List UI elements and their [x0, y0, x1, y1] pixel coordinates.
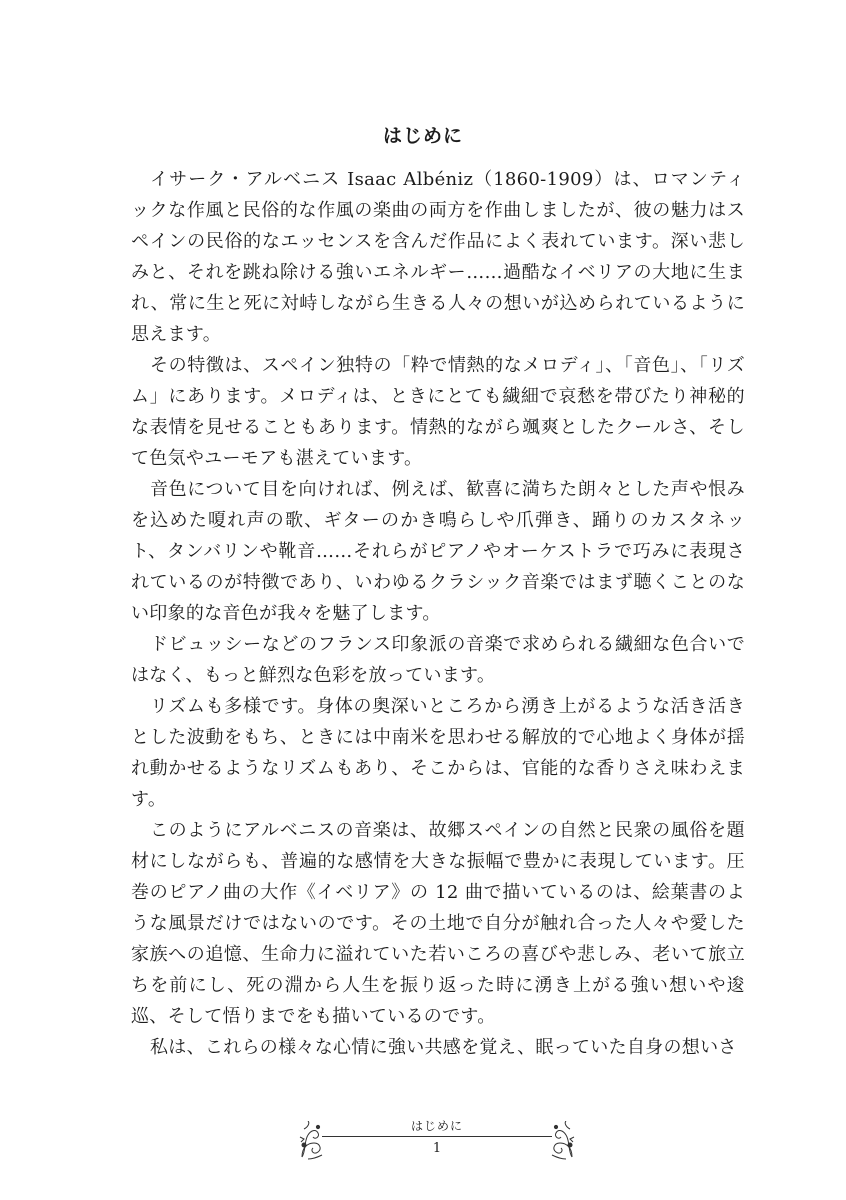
- paragraph: 音色について目を向ければ、例えば、歓喜に満ちた朗々とした声や恨みを込めた嗄れ声の歌、ギターのかき鳴らしや爪弾き、踊りのカスタネット、タンバリンや靴音……それらがピアノやオーケストラで巧みに表現されているのが特徴であり、いわゆるクラシック音楽ではまず聴くことのない印象的な音色が我々を魅了します。: [131, 479, 745, 624]
- body-text: [131, 164, 745, 1063]
- footer-section-label: はじめに: [410, 1119, 463, 1133]
- paragraph: このようにアルベニスの音楽は、故郷スペインの自然と民衆の風俗を題材にしながらも、普遍的な感情を大きな振幅で豊かに表現しています。圧巻のピアノ曲の大作《イベリア》の 12 曲で描いているのは、絵葉書のような風景だけではないのです。その土地で自分が触れ合った人々や愛した家族への追憶、生命力に溢れていた若いころの喜びや悲しみ、老いて旅立ちを前にし、死の淵から人生を振り返った時に湧き上がる強い想いや逡巡、そして悟りまでをも描いているのです。: [131, 820, 745, 1027]
- paragraph: ドビュッシーなどのフランス印象派の音楽で求められる繊細な色合いではなく、もっと鮮烈な色彩を放っています。: [131, 634, 745, 686]
- paragraph: イサーク・アルベニス Isaac Albéniz（1860-1909）は、ロマンティックな作風と民俗的な作風の楽曲の両方を作曲しましたが、彼の魅力はスペインの民俗的なエッセンスを含んだ作品によく表れています。深い悲しみと、それを跳ね除ける強いエネルギー……過酷なイベリアの大地に生まれ、常に生と死に対峙しながら生きる人々の想いが込められているように思えます。: [131, 169, 745, 345]
- paragraph: リズムも多様です。身体の奥深いところから湧き上がるような活き活きとした波動をもち、ときには中南米を思わせる解放的で心地よく身体が揺れ動かせるようなリズムもあり、そこからは、官能的な香りさえ味わえます。: [131, 696, 745, 810]
- page-number: 1: [432, 1141, 442, 1156]
- paragraph: 私は、これらの様々な心情に強い共感を覚え、眠っていた自身の想いさ: [150, 1037, 737, 1058]
- page-footer: [298, 1117, 576, 1173]
- footer-divider: [322, 1136, 552, 1137]
- paragraph: その特徴は、スペイン独特の「粋で情熱的なメロディ」、「音色」、「リズム」にあります。メロディは、ときにとても繊細で哀愁を帯びたり神秘的な表情を見せることもあります。情熱的ながら颯爽としたクールさ、そして色気やユーモアも湛えています。: [131, 355, 745, 469]
- page-title: はじめに: [382, 125, 463, 147]
